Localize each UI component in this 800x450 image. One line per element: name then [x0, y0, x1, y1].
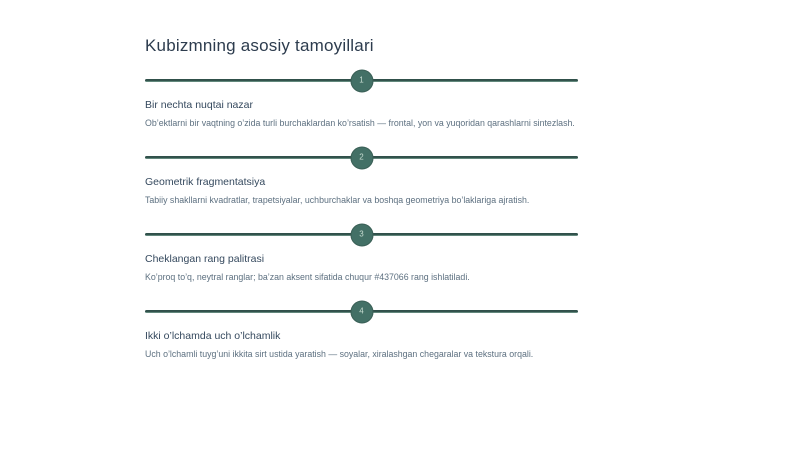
slide-title: Kubizmning asosiy tamoyillari [145, 36, 374, 55]
section-body: Ko’proq to’q, neytral ranglar; ba’zan aksent sifatida chuqur #437066 rang ishlatiladi. [145, 272, 470, 282]
section-heading: Ikki o’lchamda uch o’lchamlik [145, 330, 281, 342]
section-body: Ob’ektlarni bir vaqtning o’zida turli burchaklardan ko’rsatish — frontal, yon va yuqoridan qarashlarni sintezlash. [145, 118, 575, 128]
principle-section-3 [145, 229, 578, 284]
section-divider [145, 152, 578, 162]
section-number: 1 [359, 75, 364, 85]
section-heading: Bir nechta nuqtai nazar [145, 99, 253, 111]
section-body: Uch o’lchamli tuyg’uni ikkita sirt ustida yaratish — soyalar, xiralashgan chegaralar va tekstura orqali. [145, 349, 534, 359]
section-number-badge [350, 300, 373, 323]
slide [145, 36, 578, 361]
section-body: Tabiiy shakllarni kvadratlar, trapetsiyalar, uchburchaklar va boshqa geometriya bo’laklariga ajratish. [145, 195, 530, 205]
section-heading: Cheklangan rang palitrasi [145, 253, 265, 265]
section-number-badge [350, 69, 373, 92]
section-divider [145, 229, 578, 239]
section-number-badge [350, 223, 373, 246]
section-number: 4 [359, 306, 364, 316]
section-divider [145, 75, 578, 85]
principle-section-1 [145, 75, 578, 130]
section-number-badge [350, 146, 373, 169]
section-number: 3 [359, 229, 364, 239]
section-divider [145, 306, 578, 316]
section-heading: Geometrik fragmentatsiya [145, 176, 266, 188]
principle-section-2 [145, 152, 578, 207]
section-number: 2 [359, 152, 364, 162]
principle-section-4 [145, 306, 578, 361]
